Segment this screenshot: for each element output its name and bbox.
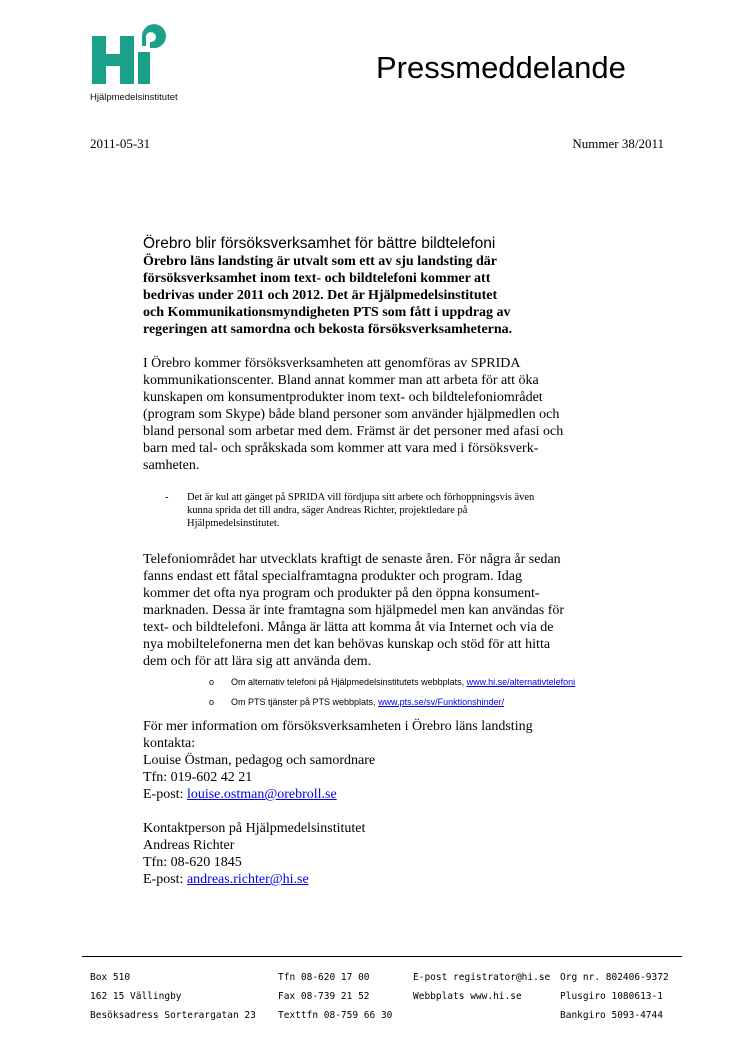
link-list [143,675,683,715]
andreas-email-link[interactable]: andreas.richter@hi.se [186,872,309,887]
contact-block-orebro [143,718,683,803]
footer-line: Org nr. 802406-9372 [560,972,669,983]
footer-line: Fax 08-739 21 52 [278,991,370,1002]
quote-line: Hjälpmedelsinstitutet. [187,518,280,529]
body-paragraph-1 [143,355,683,474]
hi-logo-icon [90,22,170,90]
link-description: Om PTS tjänster på PTS webbplats, [231,697,379,707]
footer-line: Webbplats www.hi.se [413,991,522,1002]
body-line: nya mobiltelefonerna men det kan behövas kunskap och stöd för att hitta [143,637,551,652]
contact-intro: Kontaktperson på Hjälpmedelsinstitutet [143,821,366,836]
link-description: Om alternativ telefoni på Hjälpmedelsinstitutets webbplats, [231,677,467,687]
release-number: Nummer 38/2011 [572,136,664,151]
lead-line: Örebro läns landsting är utvalt som ett av sju landsting där [143,254,497,269]
logo-text: Hjälpmedelsinstitutet [90,92,178,103]
contact-name: Louise Östman, pedagog och samordnare [143,753,376,768]
contact-intro: För mer information om försöksverksamheten i Örebro läns landsting [143,719,533,734]
document-type: Pressmeddelande [376,50,626,85]
body-line: bland personal som arbetar med dem. Främst är det personer med afasi och [143,424,564,439]
alternativtelefoni-link[interactable]: www.hi.se/alternativtelefoni [466,677,576,687]
footer-phone [278,968,392,1025]
quote-line: kunna sprida det till andra, säger Andreas Richter, projektledare på [187,505,468,516]
louise-email-link[interactable]: louise.ostman@orebroll.se [186,787,337,802]
footer-web [413,968,550,1006]
footer-line: Box 510 [90,972,131,983]
footer-line: Texttfn 08-759 66 30 [278,1010,393,1021]
bullet-icon: o [209,697,215,707]
footer-line: Bankgiro 5093-4744 [560,1010,663,1021]
body-line: (program som Skype) både bland personer som använder hjälpmedlen och [143,407,560,422]
lead-line: regeringen att samordna och bekosta försöksverksamheterna. [143,322,513,337]
body-line: marknaden. Dessa är inte framtagna som hjälpmedel men kan användas för [143,603,565,618]
list-item [143,695,683,715]
lead-line: bedrivas under 2011 och 2012. Det är Hjälpmedelsinstitutet [143,288,498,303]
article-body [143,234,683,888]
body-line: samheten. [143,458,200,473]
body-paragraph-2 [143,551,683,670]
article-heading: Örebro blir försöksverksamhet för bättre bildtelefoni [143,235,496,252]
release-date: 2011-05-31 [90,136,151,151]
footer-line: Tfn 08-620 17 00 [278,972,370,983]
footer-line: Plusgiro 1080613-1 [560,991,663,1002]
footer-address [90,968,256,1025]
hi-logo [90,22,220,108]
contact-phone: Tfn: 08-620 1845 [143,855,242,870]
body-line: barn med tal- och språkskada som kommer att vara med i försöksverk- [143,441,539,456]
contact-intro: kontakta: [143,736,196,751]
body-line: Telefoniområdet har utvecklats kraftigt de senaste åren. För några år sedan [143,552,561,567]
footer-line: E-post registrator@hi.se [413,972,551,983]
body-line: fanns endast ett fåtal specialframtagna produkter och program. Idag [143,569,523,584]
footer-line: 162 15 Vällingby [90,991,182,1002]
lead-paragraph [143,253,683,338]
body-line: kommer det ofta nya program och produkter på den öppna konsument- [143,586,540,601]
footer-divider [82,956,682,957]
body-line: I Örebro kommer försöksverksamheten att genomföras av SPRIDA [143,356,521,371]
contact-email-label: E-post: [143,872,187,887]
contact-block-hi [143,820,683,888]
footer-line: Besöksadress Sorterargatan 23 [90,1010,256,1021]
quote-line: Det är kul att gänget på SPRIDA vill fördjupa sitt arbete och förhoppningsvis även [187,492,535,503]
contact-email-label: E-post: [143,787,187,802]
body-line: kunskapen om konsumentprodukter inom text- och bildtelefoniområdet [143,390,543,405]
quote [143,491,677,530]
list-item [143,675,683,695]
footer-org [560,968,669,1025]
body-line: dem och för att lära sig att använda dem. [143,654,372,669]
contact-phone: Tfn: 019-602 42 21 [143,770,253,785]
body-line: kommunikationscenter. Bland annat kommer man att arbeta för att öka [143,373,539,388]
bullet-icon: o [209,677,215,687]
quote-dash: - [165,492,169,503]
lead-line: försöksverksamhet inom text- och bildtelefoni kommer att [143,271,491,286]
pts-funktionshinder-link[interactable]: www.pts.se/sv/Funktionshinder/ [378,697,505,707]
lead-line: och Kommunikationsmyndigheten PTS som fått i uppdrag av [143,305,511,320]
contact-name: Andreas Richter [143,838,235,853]
body-line: text- och bildtelefoni. Många är lätta att komma åt via Internet och via de [143,620,554,635]
